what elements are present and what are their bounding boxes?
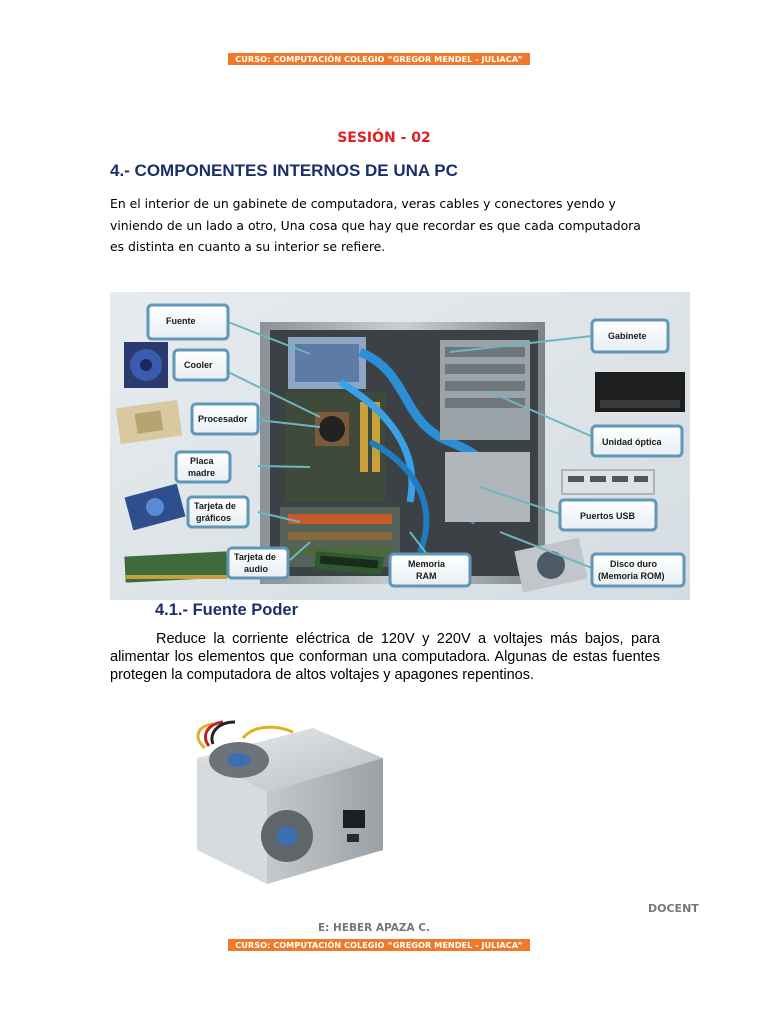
label-disco-duro <box>592 554 684 586</box>
label-audio-line2: audio <box>244 564 268 574</box>
pc-components-diagram <box>110 292 690 600</box>
subsection-title: 4.1.- Fuente Poder <box>155 601 299 619</box>
label-placa-line2: madre <box>188 468 216 478</box>
label-usb-text: Puertos USB <box>580 511 636 521</box>
intro-paragraph <box>110 193 670 258</box>
label-graficos-line1: Tarjeta de <box>194 501 236 511</box>
usb-ports-image <box>562 470 654 494</box>
intro-line: viniendo de un lado a otro, Una cosa que hay que recordar es que cada computadora <box>110 217 641 233</box>
session-title: SESIÓN - 02 <box>337 130 431 146</box>
label-fuente-text: Fuente <box>166 316 196 326</box>
label-procesador <box>192 404 258 434</box>
label-cooler <box>174 350 228 380</box>
footer-course-banner: CURSO: COMPUTACIÓN COLEGIO “GREGOR MENDEL - JULIACA” <box>228 939 530 951</box>
label-tarjeta-audio <box>228 548 288 578</box>
label-memoria-ram <box>390 554 470 586</box>
label-audio-line1: Tarjeta de <box>234 552 276 562</box>
label-placa-madre <box>176 452 230 482</box>
optical-drive-image <box>595 372 685 412</box>
label-puertos-usb <box>560 500 656 530</box>
teacher-name: E: HEBER APAZA C. <box>318 922 430 934</box>
cooler-image <box>124 342 168 388</box>
label-tarjeta-graficos <box>188 497 248 527</box>
label-cooler-text: Cooler <box>184 360 213 370</box>
label-disco-line2: (Memoria ROM) <box>598 571 665 581</box>
power-supply-image <box>183 718 391 888</box>
label-procesador-text: Procesador <box>198 414 248 424</box>
label-disco-line1: Disco duro <box>610 559 658 569</box>
docent-label: DOCENT <box>648 902 699 915</box>
intro-line: es distinta en cuanto a su interior se refiere. <box>110 239 386 254</box>
label-unidad-optica <box>592 426 682 456</box>
computer-case-image <box>260 322 545 584</box>
subsection-body: Reduce la corriente eléctrica de 120V y 220V a voltajes más bajos, para alimentar los elementos que conforman una computadora. Algunas de estas fuentes protegen la computadora de altos voltajes y apagones repentinos. <box>110 631 660 683</box>
intro-line: En el interior de un gabinete de computadora, veras cables y conectores yendo y <box>110 196 616 211</box>
section-title: 4.- COMPONENTES INTERNOS DE UNA PC <box>110 161 458 180</box>
label-gabinete <box>592 320 668 352</box>
label-gabinete-text: Gabinete <box>608 331 647 341</box>
label-fuente <box>148 305 228 339</box>
label-graficos-line2: gráficos <box>196 513 232 523</box>
sound-card-image <box>124 551 227 582</box>
label-memoria-line2: RAM <box>416 571 437 581</box>
label-memoria-line1: Memoria <box>408 559 446 569</box>
label-optica-text: Unidad óptica <box>602 437 662 447</box>
label-placa-line1: Placa <box>190 456 214 466</box>
header-course-banner: CURSO: COMPUTACIÓN COLEGIO “GREGOR MENDEL - JULIACA” <box>228 53 530 65</box>
